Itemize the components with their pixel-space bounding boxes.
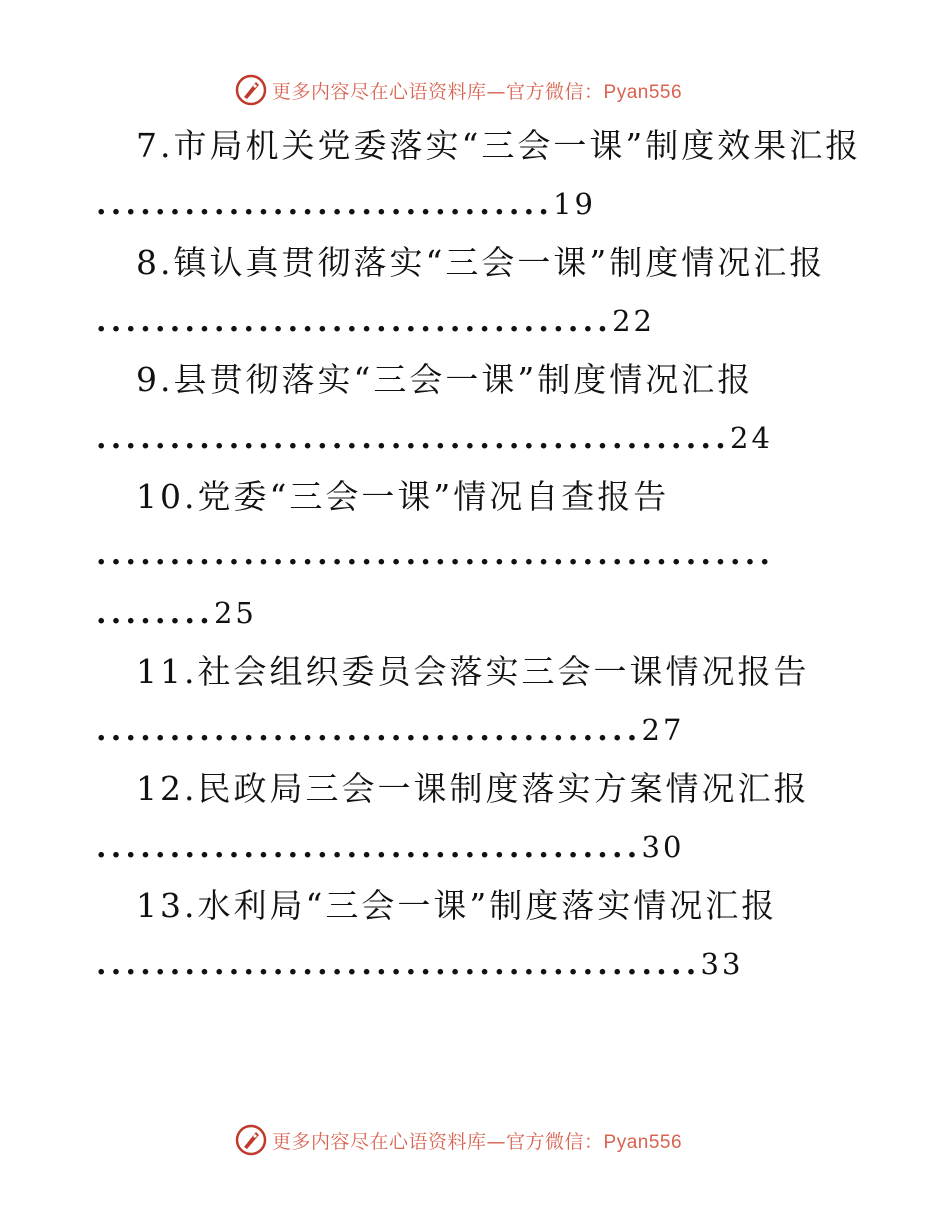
watermark-text: 更多内容尽在心语资料库—官方微信：Pyan556 <box>272 1130 683 1153</box>
pen-nib-circle-icon <box>234 73 268 107</box>
toc-page-number: 30 <box>641 830 685 864</box>
toc-entry-title[interactable]: 12.民政局三会一课制度落实方案情况汇报 <box>136 769 810 808</box>
toc-entry-leader: .....................................27 <box>96 713 685 748</box>
toc-page-number: 22 <box>612 304 655 338</box>
toc-page-number: 27 <box>641 713 685 747</box>
watermark-footer <box>0 1120 950 1160</box>
toc-page-number: 24 <box>730 421 773 455</box>
toc-entry-title[interactable]: 11.社会组织委员会落实三会一课情况报告 <box>136 652 810 691</box>
toc-entry-leader: .........................................33 <box>96 947 744 982</box>
toc-page-number: 33 <box>700 947 744 981</box>
pen-nib-circle-icon <box>234 1123 268 1157</box>
toc-page-number: 25 <box>213 596 257 630</box>
toc-entry-leader: ...............................19 <box>96 187 596 222</box>
toc-entry-title[interactable]: 7.市局机关党委落实“三会一课”制度效果汇报 <box>136 126 862 165</box>
watermark-text: 更多内容尽在心语资料库—官方微信：Pyan556 <box>272 80 683 103</box>
toc-entry-leader-continued: ........25 <box>96 596 257 631</box>
toc-entry-title[interactable]: 13.水利局“三会一课”制度落实情况汇报 <box>136 886 778 925</box>
toc-entry-title[interactable]: 10.党委“三会一课”情况自查报告 <box>136 477 670 516</box>
toc-entry-leader: .....................................30 <box>96 830 685 865</box>
toc-entry-title[interactable]: 8.镇认真贯彻落实“三会一课”制度情况汇报 <box>136 243 826 282</box>
toc-entry-leader: ...................................22 <box>96 304 655 339</box>
watermark-header <box>0 70 950 110</box>
toc-entry-leader: ...........................................24 <box>96 421 773 456</box>
toc-page-number: 19 <box>553 187 596 221</box>
toc-entry-leader: .............................................. <box>96 537 775 572</box>
toc-entry-title[interactable]: 9.县贯彻落实“三会一课”制度情况汇报 <box>136 360 754 399</box>
